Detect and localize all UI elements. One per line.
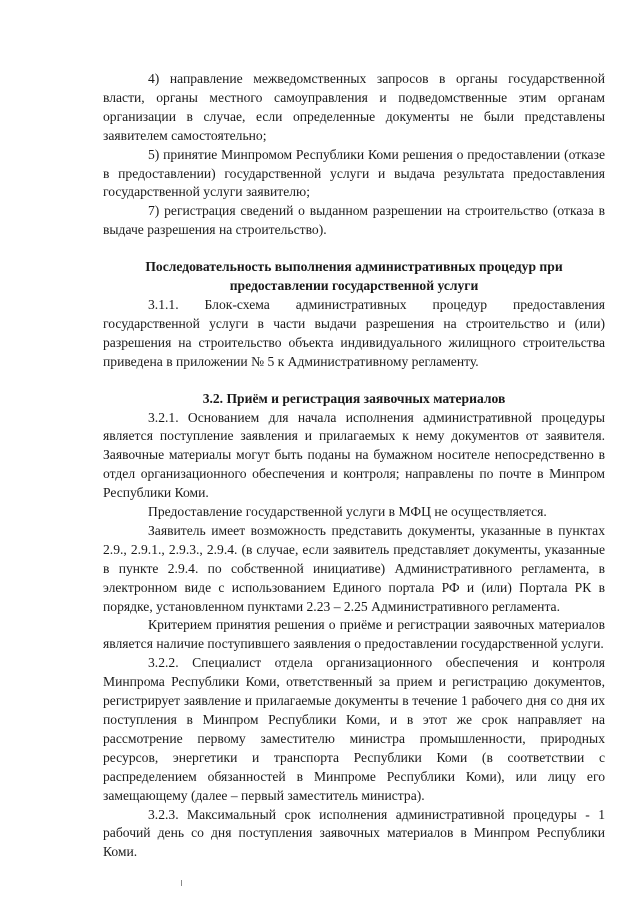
paragraph-item-5: 5) принятие Минпромом Республики Коми решения о предоставлении (отказе в предоставлении) государственной услуги и выдача результата предоставления государственной услуги заявителю; bbox=[103, 146, 605, 200]
scan-mark bbox=[181, 880, 182, 886]
paragraph-item-4: 4) направление межведомственных запросов в органы государственной власти, органы местного самоуправления и подведомственные этим органам организации в случае, если определенные документы не были представлены заявителем самостоятельно; bbox=[103, 71, 605, 143]
paragraph-item-7: 7) регистрация сведений о выданном разрешении на строительство (отказа в выдаче разрешения на строительство). bbox=[103, 203, 605, 238]
paragraph-3-2-2: 3.2.2. Специалист отдела организационного обеспечения и контроля Минпрома Республики Коми, ответственный за прием и регистрацию документов, регистрирует заявление и прилагаемые документы в течение 1 рабочего дня со дня их поступления в Минпром Республики Коми, и в этот же срок направляет на рассмотрение первому заместителю министра промышленности, природных ресурсов, энергетики и транспорта Республики Коми (в соответствии с распределением обязанностей в Минпроме Республики Коми), или лицу его замещающему (далее – первый заместитель министра). bbox=[103, 655, 605, 803]
subsection-heading: 3.2. Приём и регистрация заявочных материалов bbox=[202, 390, 506, 406]
paragraph-criteria: Критерием принятия решения о приёме и регистрации заявочных материалов является наличие поступившего заявления о предоставлении государственной услуги. bbox=[103, 617, 605, 652]
section-heading: Последовательность выполнения административных процедур при предоставлении государственной услуги bbox=[145, 259, 563, 294]
paragraph-3-2-1: 3.2.1. Основанием для начала исполнения административной процедуры является поступление заявления и прилагаемых к нему документов от заявителя. Заявочные материалы могут быть поданы на бумажном носителе непосредственно в отдел организационного обеспечения и контроля; направлены по почте в Минпром Республики Коми. bbox=[103, 409, 605, 501]
paragraph-3-1-1: 3.1.1. Блок-схема административных процедур предоставления государственной услуги в части выдачи разрешения на строительство и (или) разрешения на строительство объекта индивидуального жилищного строительства приведена в приложении № 5 к Административному регламенту. bbox=[103, 296, 605, 369]
paragraph-applicant: Заявитель имеет возможность представить документы, указанные в пунктах 2.9., 2.9.1., 2.9.3., 2.9.4. (в случае, если заявитель представляет документы, указанные в пункте 2.9.4. по собственной инициативе) Административного регламента, в электронном виде с использованием Единого портала РФ и (или) Портала РК в порядке, установленном пунктами 2.23 – 2.25 Административного регламента. bbox=[103, 522, 605, 614]
paragraph-mfc: Предоставление государственной услуги в МФЦ не осуществляется. bbox=[148, 504, 547, 520]
paragraph-3-2-3: 3.2.3. Максимальный срок исполнения административной процедуры - 1 рабочий день со дня поступления заявочных материалов в Минпром Республики Коми. bbox=[103, 806, 605, 860]
